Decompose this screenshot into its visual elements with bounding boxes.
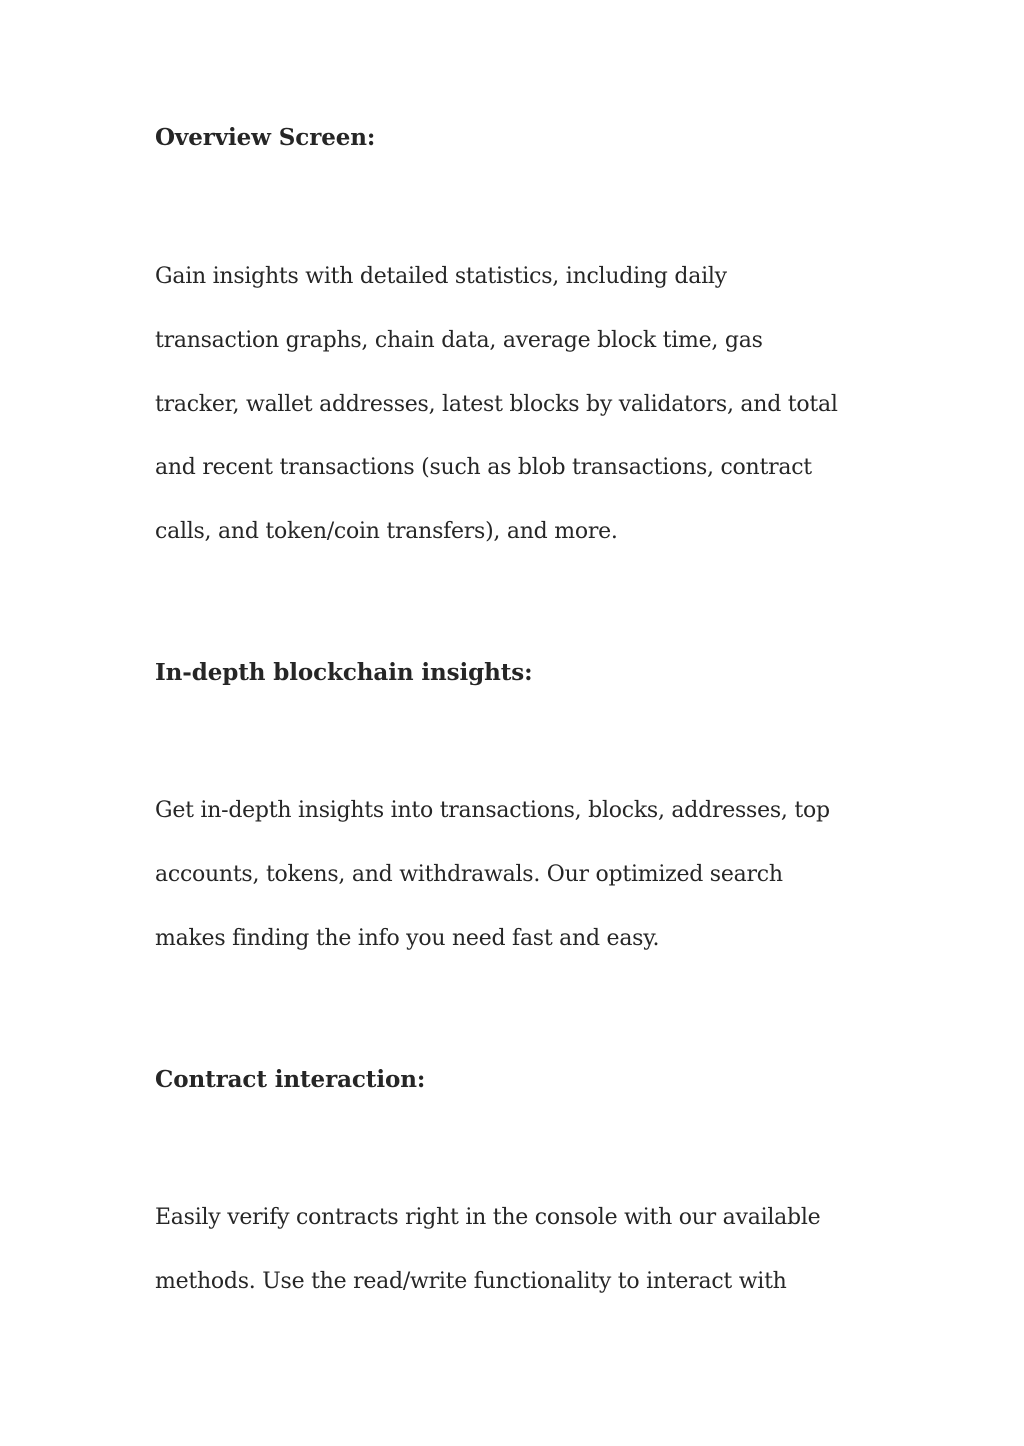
paragraph-line: Easily verify contracts right in the console with our available — [155, 1205, 821, 1230]
paragraph-line: and recent transactions (such as blob transactions, contract — [155, 455, 812, 480]
paragraph-line: methods. Use the read/write functionality to interact with — [155, 1269, 787, 1294]
paragraph-line: Gain insights with detailed statistics, including daily — [155, 264, 727, 289]
paragraph-line: makes finding the info you need fast and easy. — [155, 926, 660, 951]
paragraph-line: accounts, tokens, and withdrawals. Our optimized search — [155, 862, 783, 887]
paragraph-line: transaction graphs, chain data, average block time, gas — [155, 328, 763, 353]
section-heading-contract-interaction: Contract interaction: — [155, 1066, 426, 1093]
paragraph-line: Get in-depth insights into transactions, blocks, addresses, top — [155, 798, 830, 823]
section-heading-overview-screen: Overview Screen: — [155, 124, 376, 151]
section-heading-in-depth-blockchain-insights: In-depth blockchain insights: — [155, 659, 533, 686]
paragraph-line: calls, and token/coin transfers), and more. — [155, 519, 618, 544]
paragraph-line: tracker, wallet addresses, latest blocks by validators, and total — [155, 392, 838, 417]
